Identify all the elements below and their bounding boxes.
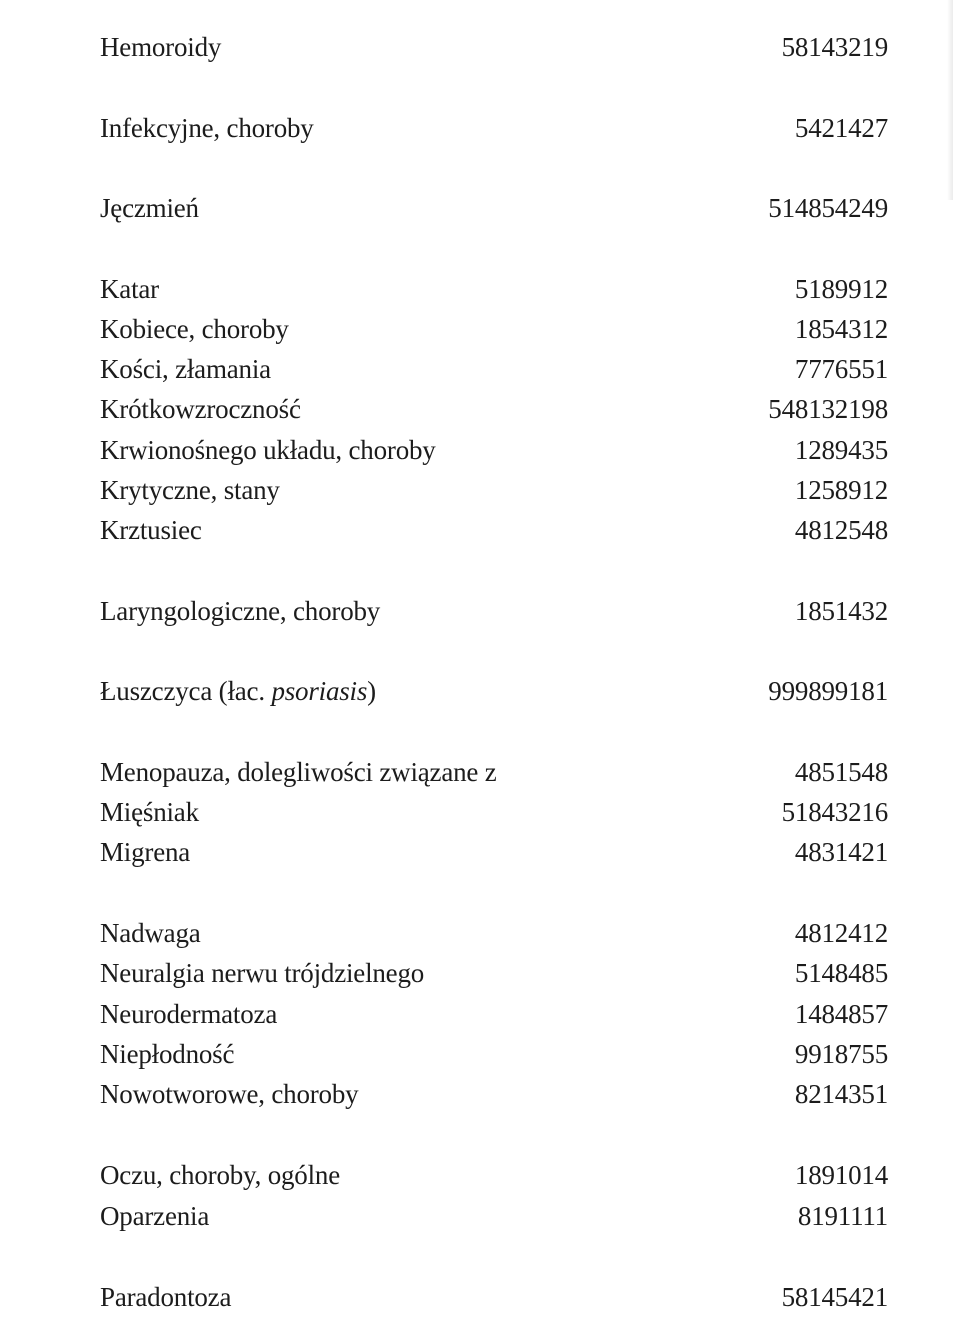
entry-term: Menopauza, dolegliwości związane z [100,757,497,787]
entry-code: 5148485 [794,958,888,988]
entry-term: Kości, złamania [100,354,271,384]
entry-term: Niepłodność [100,1039,235,1069]
entry-term: Infekcyjne, choroby [100,113,314,143]
index-entry [100,269,888,309]
entry-term: Krytyczne, stany [100,475,280,505]
entry-code: 548132198 [768,394,888,424]
index-entry [100,994,888,1034]
entry-code: 7776551 [794,354,888,384]
index-entry [100,832,888,872]
entry-term: Laryngologiczne, choroby [100,596,381,626]
index-entry [100,953,888,993]
entry-term: Neuralgia nerwu trójdzielnego [100,958,425,988]
index-entry [100,349,888,389]
entry-code: 1851432 [794,596,888,626]
index-entry [100,27,888,67]
entry-term: Mięśniak [100,797,199,827]
entry-code: 999899181 [768,676,888,706]
index-entry [100,913,888,953]
entry-term: Oparzenia [100,1201,210,1231]
index-entry [100,752,888,792]
page-edge-shadow [947,0,953,200]
index-entry [100,1074,888,1114]
entry-term: Oczu, choroby, ogólne [100,1160,340,1190]
index-entry [100,591,888,631]
entry-term: Krztusiec [100,515,202,545]
entry-term: Jęczmień [100,193,199,223]
entry-term: Krótkowzroczność [100,394,301,424]
index-entry [100,671,888,711]
index-entry [100,309,888,349]
entry-code: 5421427 [794,113,888,143]
entry-code: 8214351 [794,1079,888,1109]
index-entry [100,1155,888,1195]
entry-code: 4851548 [794,757,888,787]
entry-term-prefix: Łuszczyca (łac. [100,676,272,706]
entry-term: Migrena [100,837,191,867]
index-entry [100,389,888,429]
entry-code: 58143219 [781,32,888,62]
entry-code: 1258912 [794,475,888,505]
entry-term-latin: psoriasis [271,676,368,706]
entry-code: 1484857 [794,999,888,1029]
index-entry [100,470,888,510]
entry-term: Nadwaga [100,918,201,948]
entry-term [100,671,376,711]
entry-term: Krwionośnego układu, choroby [100,435,436,465]
index-entry [100,510,888,550]
entry-code: 4812412 [794,918,888,948]
entry-term: Katar [100,274,159,304]
entry-code: 1891014 [794,1160,888,1190]
entry-term: Hemoroidy [100,32,222,62]
entry-code: 4831421 [794,837,888,867]
entry-code: 9918755 [794,1039,888,1069]
index-entry [100,108,888,148]
index-entry [100,430,888,470]
entry-code: 8191111 [797,1201,888,1231]
index-entry [100,1196,888,1236]
index-entry [100,792,888,832]
entry-code: 4812548 [794,515,888,545]
index-entry [100,188,888,228]
entry-code: 5189912 [794,274,888,304]
entry-code: 1854312 [794,314,888,344]
entry-term: Paradontoza [100,1282,232,1312]
entry-term: Nowotworowe, choroby [100,1079,359,1109]
entry-term-suffix: ) [367,676,376,706]
entry-term: Kobiece, choroby [100,314,289,344]
entry-code: 51843216 [781,797,888,827]
index-entry [100,1277,888,1317]
index-entry [100,1034,888,1074]
entry-code: 514854249 [768,193,888,223]
entry-code: 58145421 [781,1282,888,1312]
entry-term: Neurodermatoza [100,999,278,1029]
entry-code: 1289435 [794,435,888,465]
